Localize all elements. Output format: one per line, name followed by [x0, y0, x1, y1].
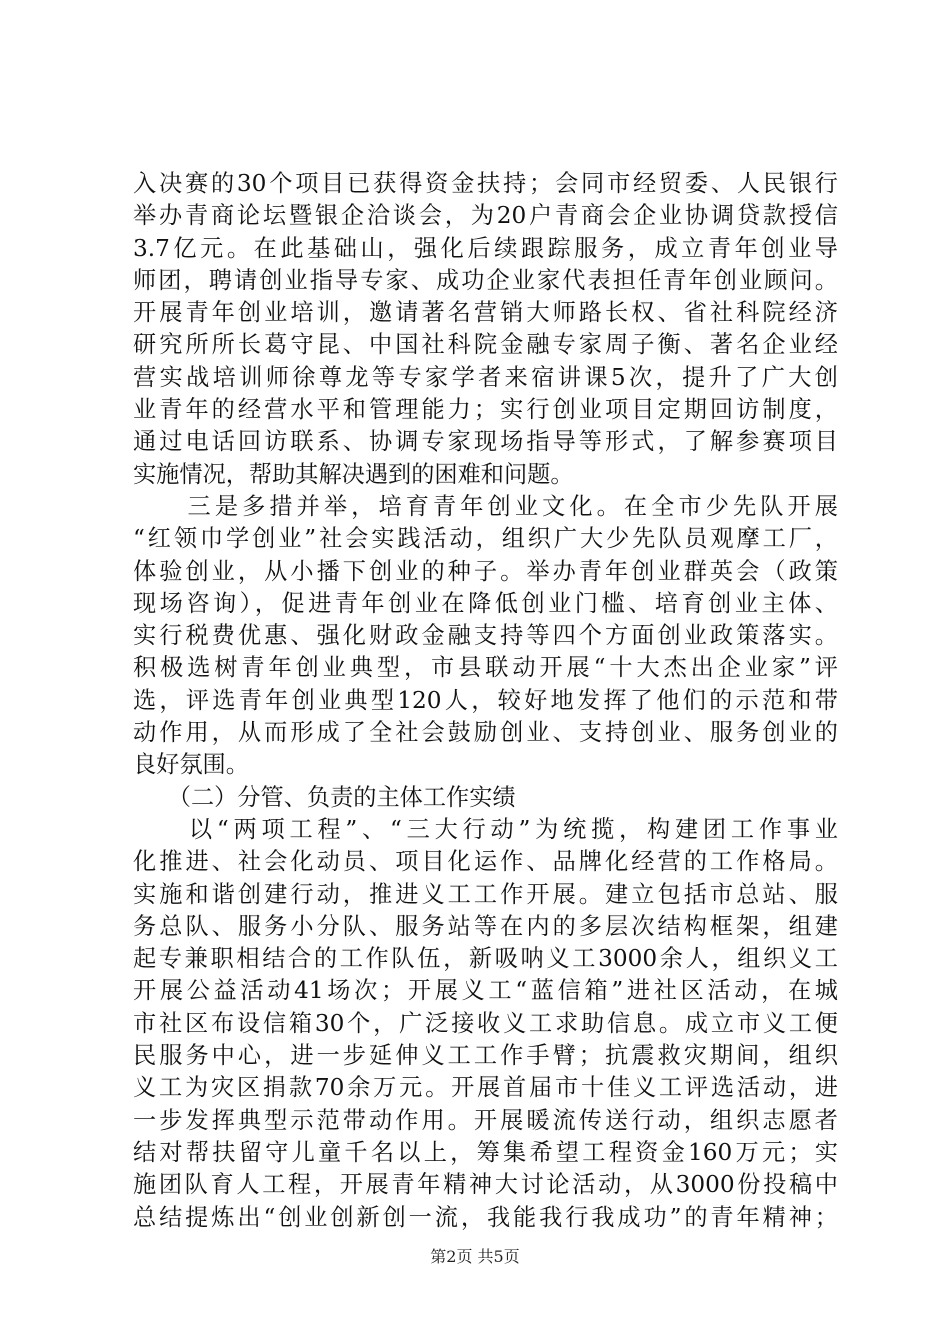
text-line: 开展青年创业培训，邀请著名营销大师路长权、省社科院经济 [133, 299, 838, 327]
text-line: 化推进、社会化动员、项目化运作、品牌化经营的工作格局。 [133, 848, 838, 876]
text-line: 积极选树青年创业典型，市县联动开展“十大杰出企业家”评 [133, 654, 838, 682]
text-line: 举办青商论坛暨银企洽谈会，为20户青商会企业协调贷款授信 [133, 202, 838, 230]
text-line: 结对帮扶留守儿童千名以上，筹集希望工程资金160万元；实 [133, 1138, 838, 1166]
text-line: （二）分管、负责的主体工作实绩 [133, 783, 516, 811]
text-line: 务总队、服务小分队、服务站等在内的多层次结构框架，组建 [133, 912, 838, 940]
text-line: 市社区布设信箱30个，广泛接收义工求助信息。成立市义工便 [133, 1009, 838, 1037]
text-line: 开展公益活动41场次；开展义工“蓝信箱”进社区活动，在城 [133, 977, 838, 1005]
text-line: 以“两项工程”、“三大行动”为统揽，构建团工作事业 [133, 815, 838, 843]
text-line: 现场咨询），促进青年创业在降低创业门槛、培育创业主体、 [133, 589, 838, 617]
text-line: 实行税费优惠、强化财政金融支持等四个方面创业政策落实。 [133, 622, 838, 650]
text-line: 师团，聘请创业指导专家、成功企业家代表担任青年创业顾问。 [133, 266, 838, 294]
paragraph [133, 782, 838, 814]
text-line: 实施和谐创建行动，推进义工工作开展。建立包括市总站、服 [133, 880, 838, 908]
text-line: 营实战培训师徐尊龙等专家学者来宿讲课5次，提升了广大创 [133, 363, 838, 391]
paragraph [133, 491, 838, 782]
paragraph [133, 814, 838, 1234]
text-line: 研究所所长葛守昆、中国社科院金融专家周子衡、著名企业经 [133, 331, 838, 359]
text-line: 选，评选青年创业典型120人，较好地发挥了他们的示范和带 [133, 686, 838, 714]
text-line: 施团队育人工程，开展青年精神大讨论活动，从3000份投稿中 [133, 1171, 838, 1199]
text-line: 动作用，从而形成了全社会鼓励创业、支持创业、服务创业的 [133, 719, 838, 747]
text-line: 民服务中心，进一步延伸义工工作手臂；抗震救灾期间，组织 [133, 1042, 838, 1070]
page-footer: 第2页 共5页 [430, 1247, 520, 1266]
text-line: 入决赛的30个项目已获得资金扶持；会同市经贸委、人民银行 [133, 170, 838, 197]
text-line: 起专兼职相结合的工作队伍，新吸呐义工3000余人，组织义工 [133, 945, 838, 973]
text-line: 一步发挥典型示范带动作用。开展暖流传送行动，组织志愿者 [133, 1106, 838, 1134]
text-line: 总结提炼出“创业创新创一流，我能我行我成功”的青年精神； [133, 1203, 838, 1231]
text-line: 良好氛围。 [133, 751, 249, 779]
text-line: 实施情况，帮助其解决遇到的困难和问题。 [133, 460, 574, 488]
text-line: 义工为灾区捐款70余万元。开展首届市十佳义工评选活动，进 [133, 1074, 838, 1102]
text-line: 3.7亿元。在此基础山，强化后续跟踪服务，成立青年创业导 [133, 234, 838, 262]
document-body [133, 168, 838, 1234]
text-line: 通过电话回访联系、协调专家现场指导等形式，了解参赛项目 [133, 428, 838, 456]
text-line: 体验创业，从小播下创业的种子。举办青年创业群英会（政策 [133, 557, 838, 585]
text-line: “红领巾学创业”社会实践活动，组织广大少先队员观摩工厂， [133, 525, 838, 553]
paragraph [133, 168, 838, 491]
text-line: 业青年的经营水平和管理能力；实行创业项目定期回访制度， [133, 396, 838, 424]
text-line: 三是多措并举，培育青年创业文化。在全市少先队开展 [133, 492, 838, 520]
